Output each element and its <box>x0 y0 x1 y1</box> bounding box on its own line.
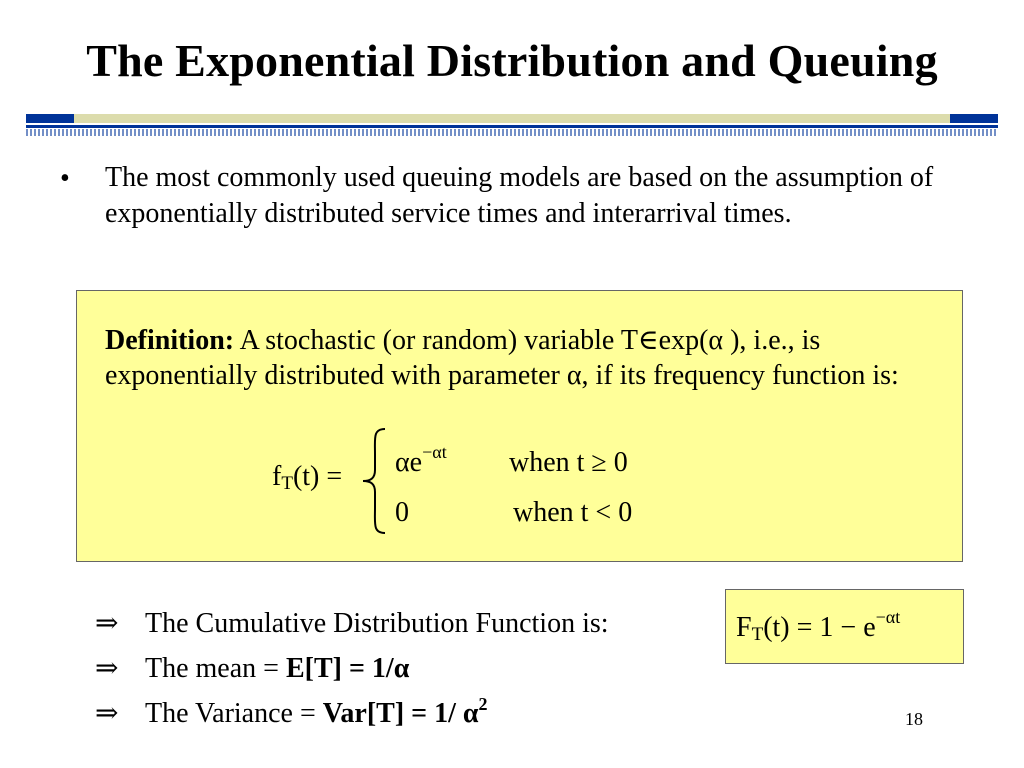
cdf-formula <box>736 607 901 645</box>
slide-title: The Exponential Distribution and Queuing <box>86 35 938 86</box>
implies-arrow-icon: ⇒ <box>95 608 119 639</box>
divider-band <box>26 114 998 123</box>
title-divider <box>26 114 998 138</box>
result-cdf-text: The Cumulative Distribution Function is: <box>145 608 609 639</box>
case-1-exponent: −αt <box>422 442 447 462</box>
definition-text-4: , if its frequency function is: <box>581 360 899 391</box>
case-2-condition: when t < 0 <box>513 497 633 528</box>
cdf-formula-box <box>725 589 964 664</box>
definition-label: Definition: <box>105 325 235 356</box>
alpha-symbol: α <box>708 325 724 356</box>
f-symbol: f <box>272 461 282 492</box>
density-function-lhs <box>272 461 342 493</box>
bullet-text: The most commonly used queuing models are based on the assumption of exponentially distributed service times and interarrival times. <box>105 162 934 229</box>
implies-arrow-icon: ⇒ <box>95 698 119 729</box>
case-1-base: αe <box>395 447 423 478</box>
result-variance-text: The Variance <box>145 698 300 729</box>
result-mean-line <box>95 651 409 685</box>
result-variance-formula: Var[T] = 1/ α <box>322 698 479 729</box>
definition-box <box>76 290 963 562</box>
page-number: 18 <box>905 709 923 729</box>
left-brace-icon <box>359 426 389 536</box>
result-variance-exponent: 2 <box>478 694 488 714</box>
definition-text-2: exp( <box>658 325 709 356</box>
result-mean-equals: = <box>263 653 286 684</box>
case-1-expression <box>395 442 447 479</box>
result-mean-formula: E[T] = 1/α <box>285 653 410 684</box>
cdf-exponent: −αt <box>875 607 901 627</box>
divider-line <box>26 125 998 128</box>
result-mean-text: The mean <box>145 653 264 684</box>
implies-arrow-icon: ⇒ <box>95 653 119 684</box>
definition-text <box>105 323 945 393</box>
cdf-subscript: T <box>751 624 764 645</box>
lhs-argument: (t) = <box>292 461 343 492</box>
definition-text-3: ), i.e., is exponentially distributed with parameter <box>105 325 821 391</box>
result-variance-equals: = <box>299 698 323 729</box>
case-2-expression: 0 <box>395 497 409 528</box>
definition-text-1: A stochastic (or random) variable T <box>234 325 638 356</box>
element-of-symbol: ∈ <box>637 325 659 356</box>
cdf-rest: (t) = 1 − e <box>763 612 876 643</box>
divider-cap-left <box>26 114 74 123</box>
result-cdf-line <box>95 606 609 640</box>
divider-dotted-line <box>26 129 998 136</box>
bullet-marker: • <box>60 163 70 194</box>
f-subscript: T <box>281 473 293 494</box>
result-variance-line <box>95 696 488 730</box>
divider-cap-right <box>950 114 998 123</box>
alpha-symbol-2: α <box>566 360 582 391</box>
cdf-F-symbol: F <box>736 612 752 643</box>
case-1-condition: when t ≥ 0 <box>509 447 628 478</box>
